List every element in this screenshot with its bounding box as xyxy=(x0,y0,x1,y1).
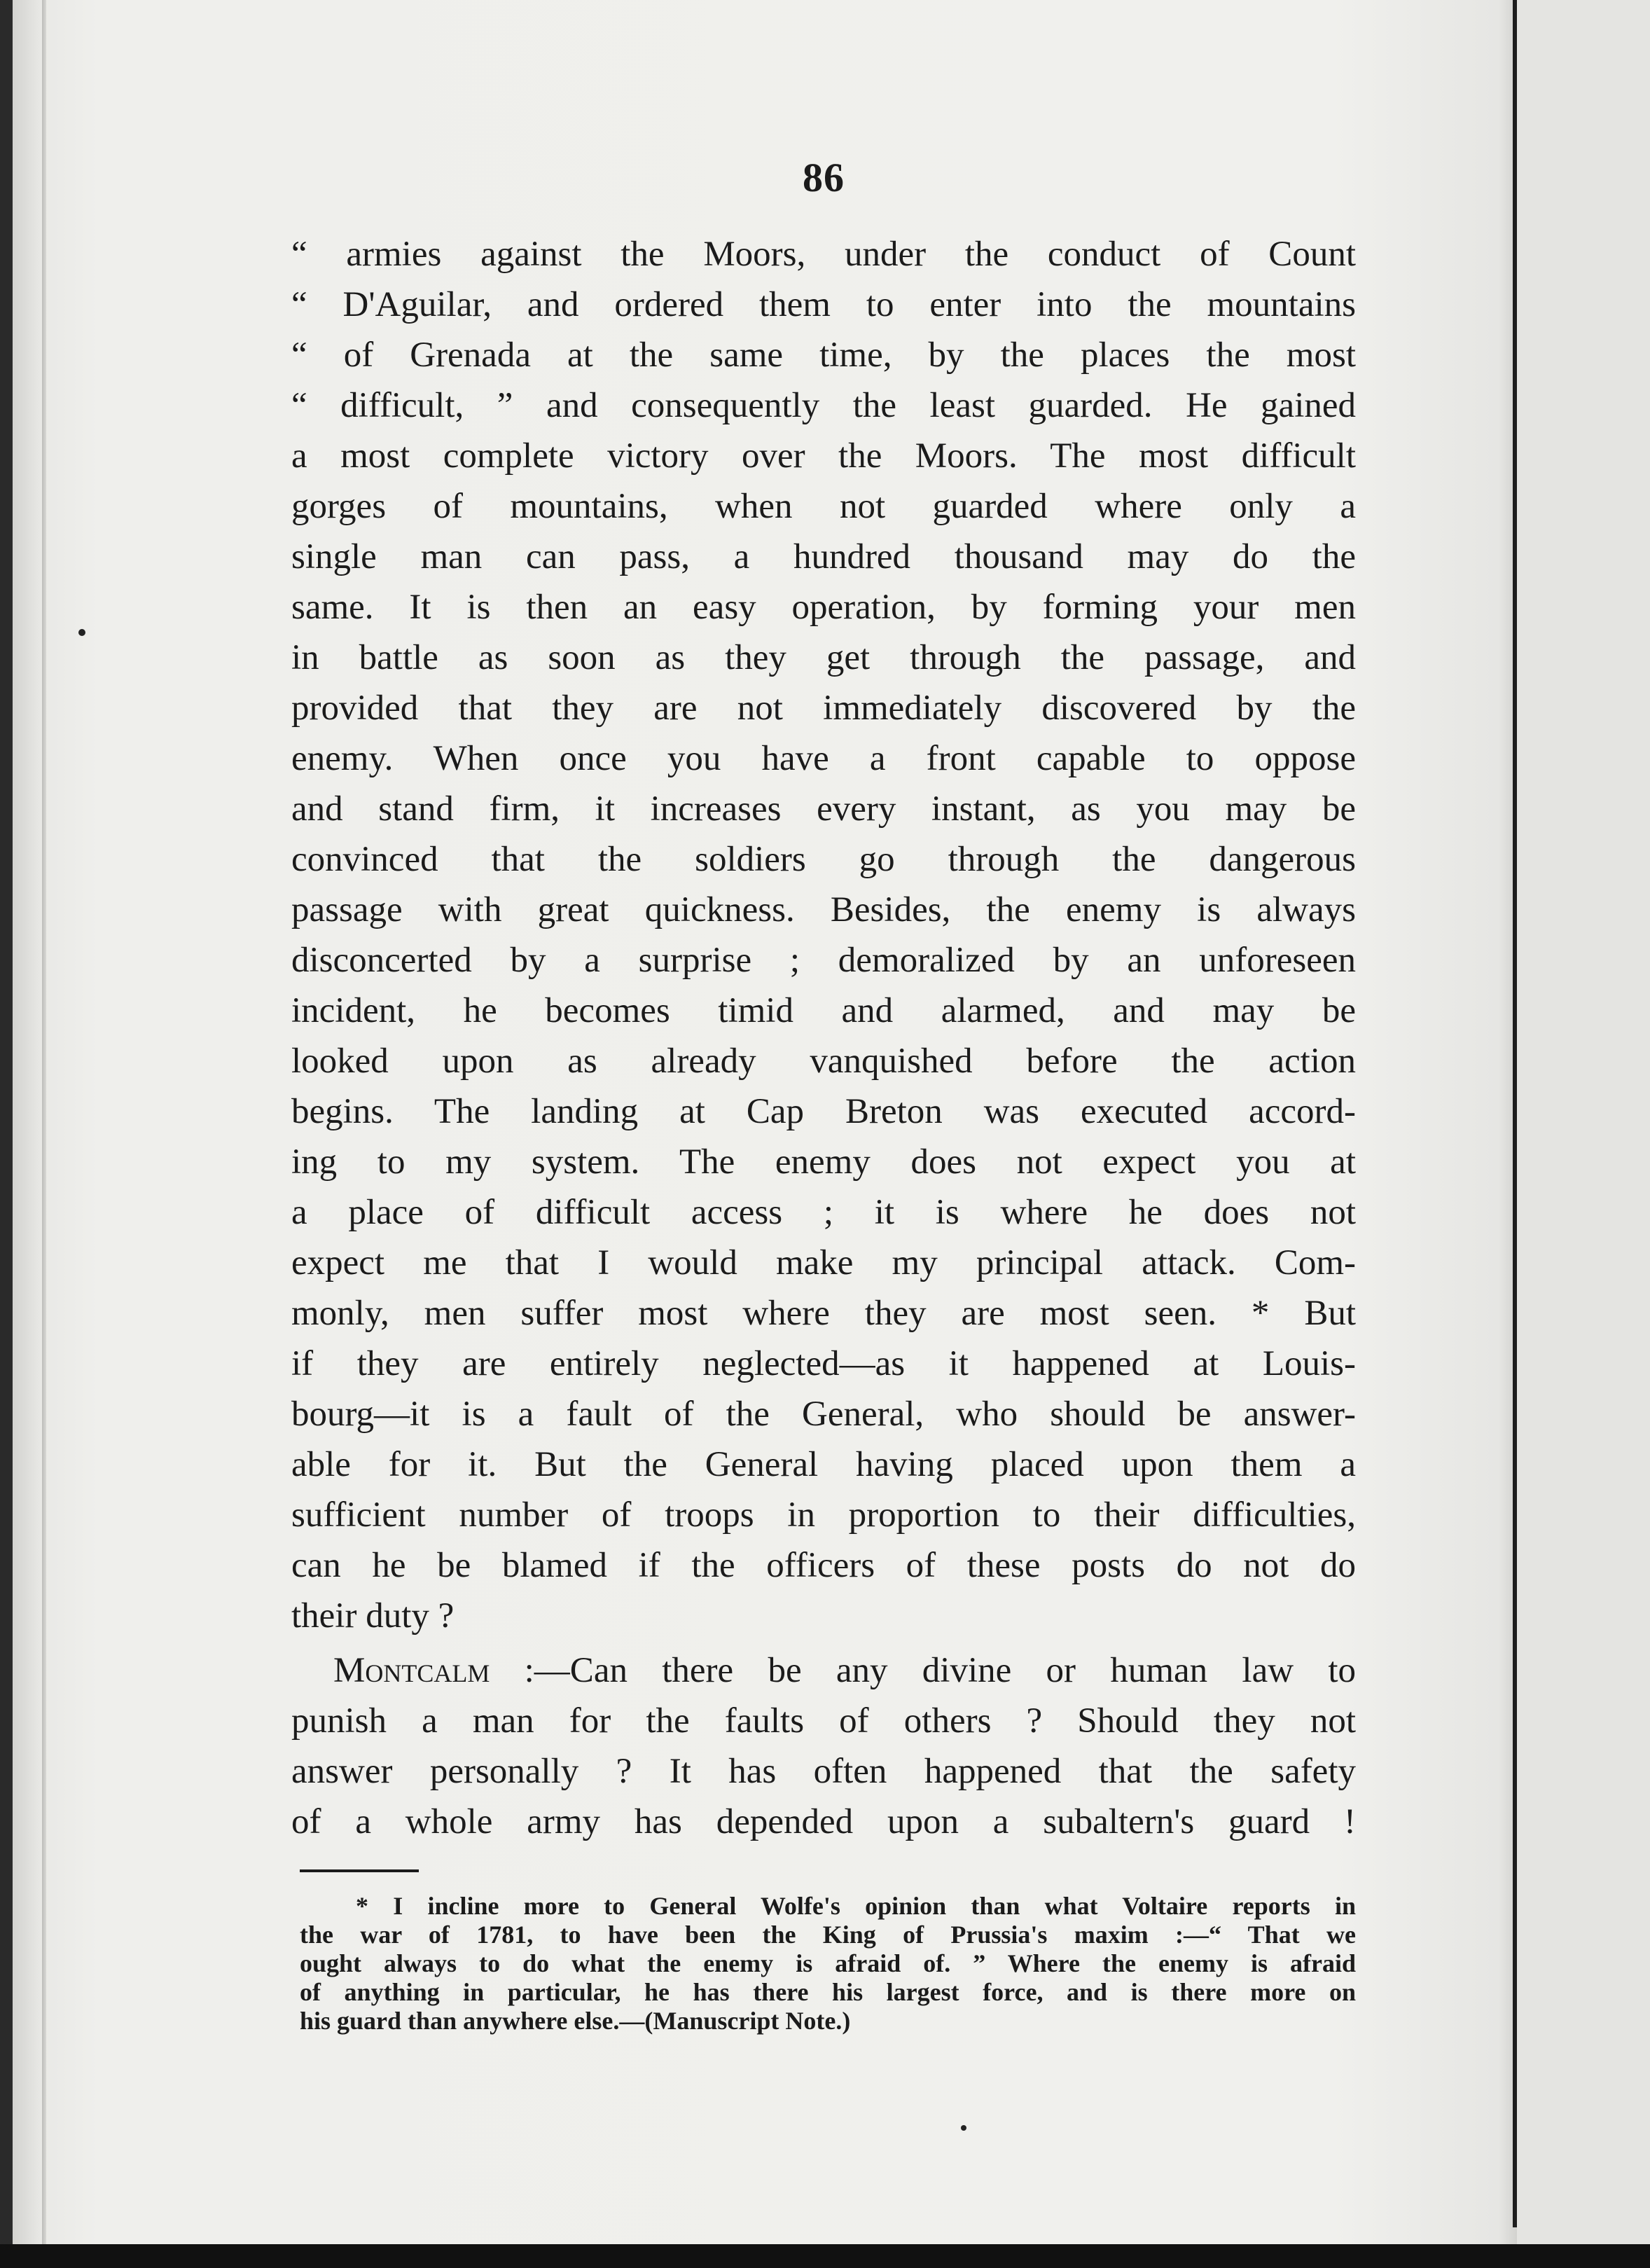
text-line: able for it. But the General having placed upon them a xyxy=(291,1445,1356,1484)
book-gutter-line xyxy=(1513,0,1517,2227)
paragraph-2 xyxy=(291,1645,1356,1847)
scan-right-margin xyxy=(1517,0,1650,2268)
margin-speck xyxy=(78,629,85,636)
margin-speck xyxy=(961,2125,966,2131)
text-line: provided that they are not immediately discovered by the xyxy=(291,689,1356,728)
text-line xyxy=(291,1645,1356,1696)
text-line: single man can pass, a hundred thousand may do the xyxy=(291,537,1356,576)
scan-left-border xyxy=(0,0,13,2268)
speech-text: :—Can there be any divine or human law to xyxy=(490,1651,1356,1690)
text-line: if they are entirely neglected—as it happened at Louis- xyxy=(291,1344,1356,1383)
text-line: looked upon as already vanquished before the action xyxy=(291,1042,1356,1081)
footnote-line: * I incline more to General Wolfe's opinion than what Voltaire reports in xyxy=(356,1892,1356,1920)
text-line: bourg—it is a fault of the General, who should be answer- xyxy=(291,1395,1356,1434)
scan-bottom-border xyxy=(0,2244,1650,2268)
text-line: and stand firm, it increases every instant, as you may be xyxy=(291,789,1356,829)
text-line: punish a man for the faults of others ? Should they not xyxy=(291,1701,1356,1741)
speaker-name: Montcalm xyxy=(333,1651,490,1690)
text-line: begins. The landing at Cap Breton was executed accord- xyxy=(291,1092,1356,1131)
footnote-rule xyxy=(300,1869,419,1872)
text-line: of a whole army has depended upon a subaltern's guard ! xyxy=(291,1802,1356,1841)
text-line: passage with great quickness. Besides, the enemy is always xyxy=(291,890,1356,929)
text-line: enemy. When once you have a front capable to oppose xyxy=(291,739,1356,778)
text-line: in battle as soon as they get through the passage, and xyxy=(291,638,1356,677)
text-line: expect me that I would make my principal attack. Com- xyxy=(291,1243,1356,1282)
text-line: incident, he becomes timid and alarmed, and may be xyxy=(291,991,1356,1030)
scan-left-shadow xyxy=(42,0,46,2268)
text-line: “ difficult, ” and consequently the least guarded. He gained xyxy=(291,386,1356,425)
text-line: “ armies against the Moors, under the conduct of Count xyxy=(291,235,1356,274)
page-number: 86 xyxy=(803,155,845,200)
footnote-line: ought always to do what the enemy is afraid of. ” Where the enemy is afraid xyxy=(300,1949,1356,1977)
footnote-line: the war of 1781, to have been the King of Prussia's maxim :—“ That we xyxy=(300,1921,1356,1949)
text-line: ing to my system. The enemy does not expect you at xyxy=(291,1142,1356,1182)
text-line: gorges of mountains, when not guarded where only a xyxy=(291,487,1356,526)
footnote-line: of anything in particular, he has there his largest force, and is there more on xyxy=(300,1978,1356,2006)
text-line: monly, men suffer most where they are most seen. * But xyxy=(291,1294,1356,1333)
text-line: a most complete victory over the Moors. The most difficult xyxy=(291,436,1356,476)
text-line: answer personally ? It has often happened that the safety xyxy=(291,1752,1356,1791)
text-line: convinced that the soldiers go through the dangerous xyxy=(291,840,1356,879)
text-line: disconcerted by a surprise ; demoralized by an unforeseen xyxy=(291,941,1356,980)
paragraph-1 xyxy=(291,229,1356,1641)
footnote xyxy=(291,1892,1356,2035)
text-line: “ D'Aguilar, and ordered them to enter into the mountains xyxy=(291,285,1356,324)
book-page xyxy=(291,154,1356,2035)
text-line: a place of difficult access ; it is where he does not xyxy=(291,1193,1356,1232)
footnote-line: his guard than anywhere else.—(Manuscript Note.) xyxy=(300,2007,851,2035)
text-line: their duty ? xyxy=(291,1596,455,1636)
text-line: sufficient number of troops in proportion to their difficulties, xyxy=(291,1495,1356,1535)
text-line: can he be blamed if the officers of these posts do not do xyxy=(291,1546,1356,1585)
text-line: same. It is then an easy operation, by forming your men xyxy=(291,588,1356,627)
text-line: “ of Grenada at the same time, by the places the most xyxy=(291,336,1356,375)
